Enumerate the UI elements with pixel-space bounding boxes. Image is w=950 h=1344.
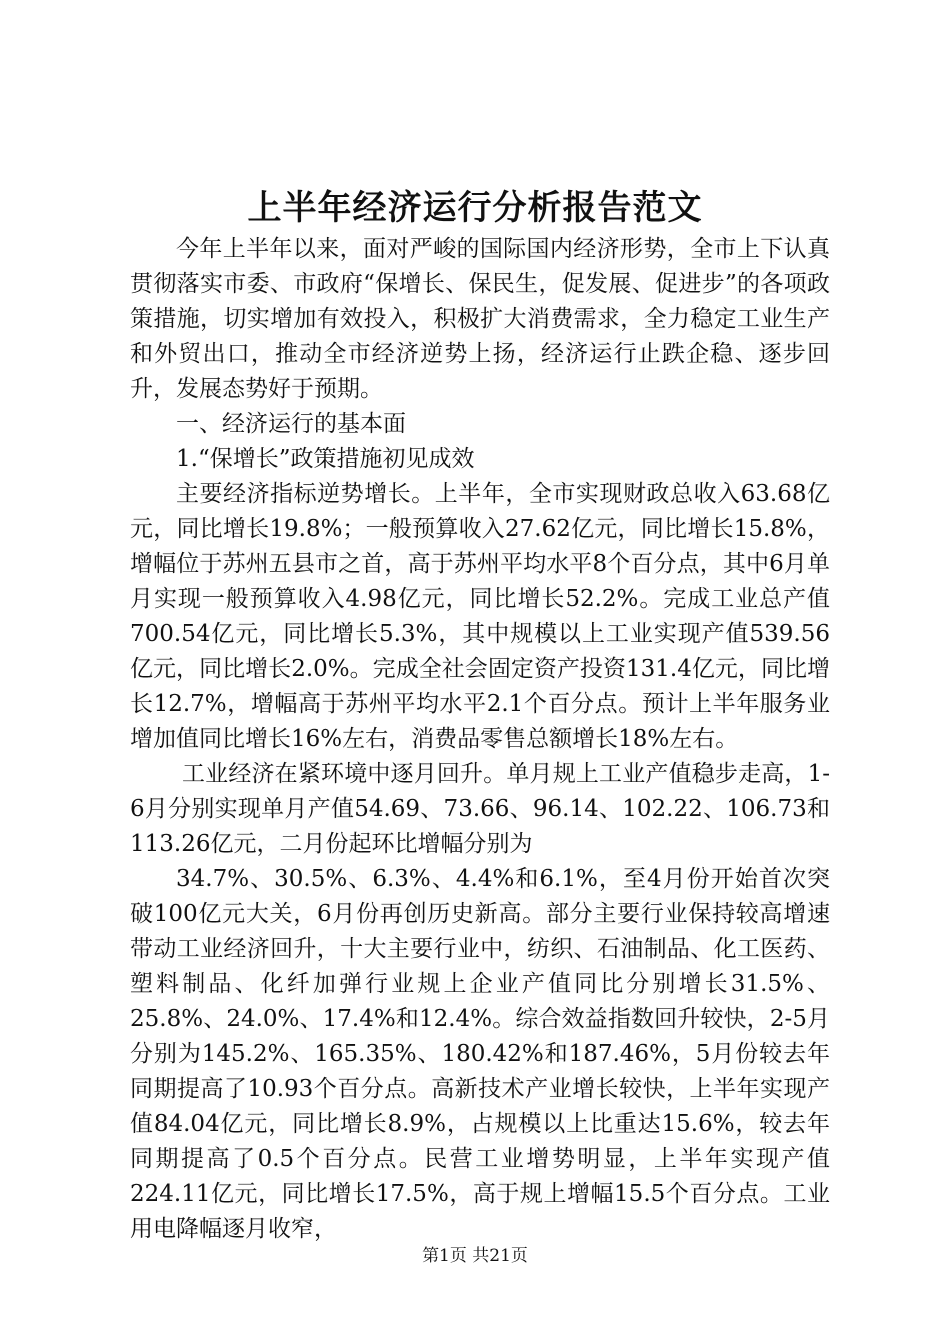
page-number-footer: 第1页 共21页 xyxy=(422,1246,528,1266)
document-title: 上半年经济运行分析报告范文 xyxy=(247,188,703,228)
subsection-heading: 1.“保增长”政策措施初见成效 xyxy=(176,446,475,472)
document-body xyxy=(130,232,830,1247)
paragraph-industry-continued: 34.7%、30.5%、6.3%、4.4%和6.1%，至4月份开始首次突破100亿元大关，6月份再创历史新高。部分主要行业保持较高增速带动工业经济回升，十大主要行业中，纺织、石油制品、化工医药、塑料制品、化纤加弹行业规上企业产值同比分别增长31.5%、25.8%、24.0%、17.4%和12.4%。综合效益指数回升较快，2-5月分别为145.2%、165.35%、180.42%和187.46%，5月份较去年同期提高了10.93个百分点。高新技术产业增长较快，上半年实现产值84.04亿元，同比增长8.9%，占规模以上比重达15.6%，较去年同期提高了0.5个百分点。民营工业增势明显，上半年实现产值224.11亿元，同比增长17.5%，高于规上增幅15.5个百分点。工业用电降幅逐月收窄， xyxy=(130,866,830,1242)
paragraph-indicators: 主要经济指标逆势增长。上半年，全市实现财政总收入63.68亿元，同比增长19.8%；一般预算收入27.62亿元，同比增长15.8%，增幅位于苏州五县市之首，高于苏州平均水平8个百分点，其中6月单月实现一般预算收入4.98亿元，同比增长52.2%。完成工业总产值700.54亿元，同比增长5.3%，其中规模以上工业实现产值539.56亿元，同比增长2.0%。完成全社会固定资产投资131.4亿元，同比增长12.7%，增幅高于苏州平均水平2.1个百分点。预计上半年服务业增加值同比增长16%左右，消费品零售总额增长18%左右。 xyxy=(130,481,830,752)
paragraph-industry: 工业经济在紧环境中逐月回升。单月规上工业产值稳步走高，1-6月分别实现单月产值54.69、73.66、96.14、102.22、106.73和113.26亿元，二月份起环比增幅分别为 xyxy=(130,761,830,857)
paragraph-intro: 今年上半年以来，面对严峻的国际国内经济形势，全市上下认真贯彻落实市委、市政府“保增长、保民生，促发展、促进步”的各项政策措施，切实增加有效投入，积极扩大消费需求，全力稳定工业生产和外贸出口，推动全市经济逆势上扬，经济运行止跌企稳、逐步回升，发展态势好于预期。 xyxy=(130,236,830,402)
section-heading: 一、经济运行的基本面 xyxy=(176,411,406,437)
